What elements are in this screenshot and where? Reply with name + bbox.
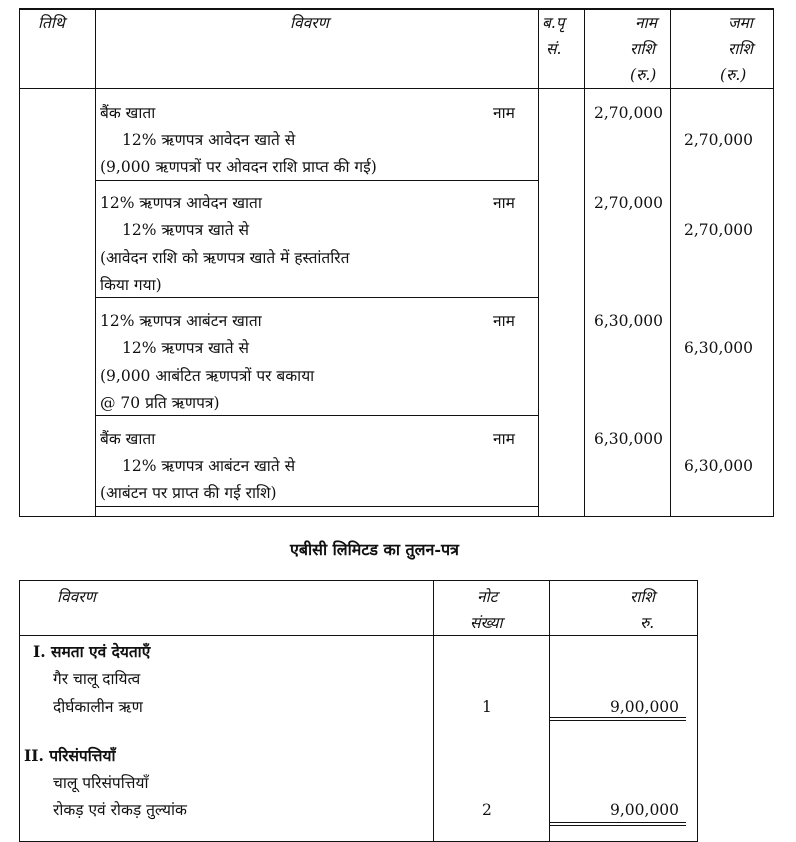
credit-account: 12% ऋणपत्र खाते से: [122, 339, 250, 357]
credit-amount: 2,70,000: [684, 221, 754, 239]
narration-line: किया गया): [100, 276, 162, 294]
debit-amount: 2,70,000: [594, 194, 664, 212]
credit-account: 12% ऋणपत्र खाते से: [122, 221, 250, 239]
note-number: 1: [482, 698, 492, 716]
note-number: 2: [482, 801, 492, 819]
bs-particulars-col-line: [433, 580, 434, 842]
dr-label: नाम: [493, 104, 515, 122]
dr-label: नाम: [493, 430, 515, 448]
header-credit-1: जमा: [728, 14, 753, 32]
amount: 9,00,000: [610, 698, 680, 716]
header-date: तिथि: [38, 14, 65, 32]
journal-top-border: [19, 8, 774, 10]
header-lf-2: सं.: [546, 40, 562, 58]
credit-amount: 6,30,000: [684, 457, 754, 475]
debit-account: 12% ऋणपत्र आबंटन खाता: [100, 312, 262, 330]
bs-top-border: [19, 580, 698, 581]
bs-left-border: [19, 580, 20, 842]
line-item: रोकड़ एवं रोकड़ तुल्यांक: [53, 801, 187, 819]
credit-amount: 6,30,000: [684, 339, 754, 357]
header-credit-3: (रु.): [720, 66, 747, 84]
section-heading: I. समता एवं देयताएँ: [33, 642, 151, 661]
narration-line: (9,000 ऋणपत्रों पर ओवदन राशि प्राप्त की गई): [100, 158, 377, 176]
header-debit-1: नाम: [635, 14, 657, 32]
dr-label: नाम: [493, 194, 515, 212]
total-line-2b: [549, 825, 686, 826]
bs-header-note-1: नोट: [477, 588, 498, 606]
total-line-2a: [549, 822, 686, 823]
entry-separator-2: [95, 297, 538, 298]
narration-line: (आवेदन राशि को ऋणपत्र खाते में हस्तांतरित: [100, 249, 350, 267]
bs-header-note-2: संख्या: [470, 614, 503, 632]
journal-date-col-line: [95, 8, 96, 517]
header-debit-2: राशि: [630, 40, 655, 58]
header-lf-1: ब.पृ: [542, 14, 565, 32]
journal-lf-col-line: [584, 8, 585, 517]
credit-account: 12% ऋणपत्र आबंटन खाते से: [122, 457, 296, 475]
narration-line: @ 70 प्रति ऋणपत्र): [100, 394, 220, 412]
section-heading: II. परिसंपत्तियाँ: [24, 746, 116, 765]
line-item: दीर्घकालीन ऋण: [53, 698, 143, 716]
header-credit-2: राशि: [728, 40, 753, 58]
dr-label: नाम: [493, 312, 515, 330]
entry-separator-4: [95, 506, 538, 507]
bs-right-border: [697, 580, 698, 842]
credit-account: 12% ऋणपत्र आवेदन खाते से: [122, 131, 296, 149]
total-line-1b: [549, 720, 686, 721]
narration-line: (9,000 आबंटित ऋणपत्रों पर बकाया: [100, 367, 315, 385]
debit-account: बैंक खाता: [100, 104, 156, 122]
entry-separator-1: [95, 180, 538, 181]
entry-separator-3: [95, 415, 538, 416]
debit-amount: 2,70,000: [594, 104, 664, 122]
narration-line: (आबंटन पर प्राप्त की गई राशि): [100, 484, 277, 502]
section-subheading: चालू परिसंपत्तियाँ: [53, 774, 149, 792]
journal-header-divider: [19, 88, 774, 89]
credit-amount: 2,70,000: [684, 131, 754, 149]
journal-right-border: [773, 8, 774, 517]
bs-header-divider: [19, 635, 698, 636]
bs-header-amount-2: रु.: [640, 614, 655, 632]
total-line-1a: [549, 717, 686, 718]
bs-note-col-line: [549, 580, 550, 842]
bs-header-particulars: विवरण: [57, 588, 96, 606]
debit-amount: 6,30,000: [594, 312, 664, 330]
debit-account: बैंक खाता: [100, 430, 156, 448]
journal-particulars-col-line: [538, 8, 539, 517]
journal-left-border: [19, 8, 20, 517]
section-subheading: गैर चालू दायित्व: [53, 670, 141, 688]
header-particulars: विवरण: [290, 14, 329, 32]
debit-amount: 6,30,000: [594, 430, 664, 448]
bs-header-amount-1: राशि: [630, 588, 655, 606]
header-debit-3: (रु.): [630, 66, 657, 84]
journal-bottom-border: [19, 516, 774, 517]
journal-debit-col-line: [670, 8, 671, 517]
balance-sheet-title: एबीसी लिमिटड का तुलन-पत्र: [290, 540, 459, 559]
debit-account: 12% ऋणपत्र आवेदन खाता: [100, 194, 262, 212]
amount: 9,00,000: [610, 801, 680, 819]
